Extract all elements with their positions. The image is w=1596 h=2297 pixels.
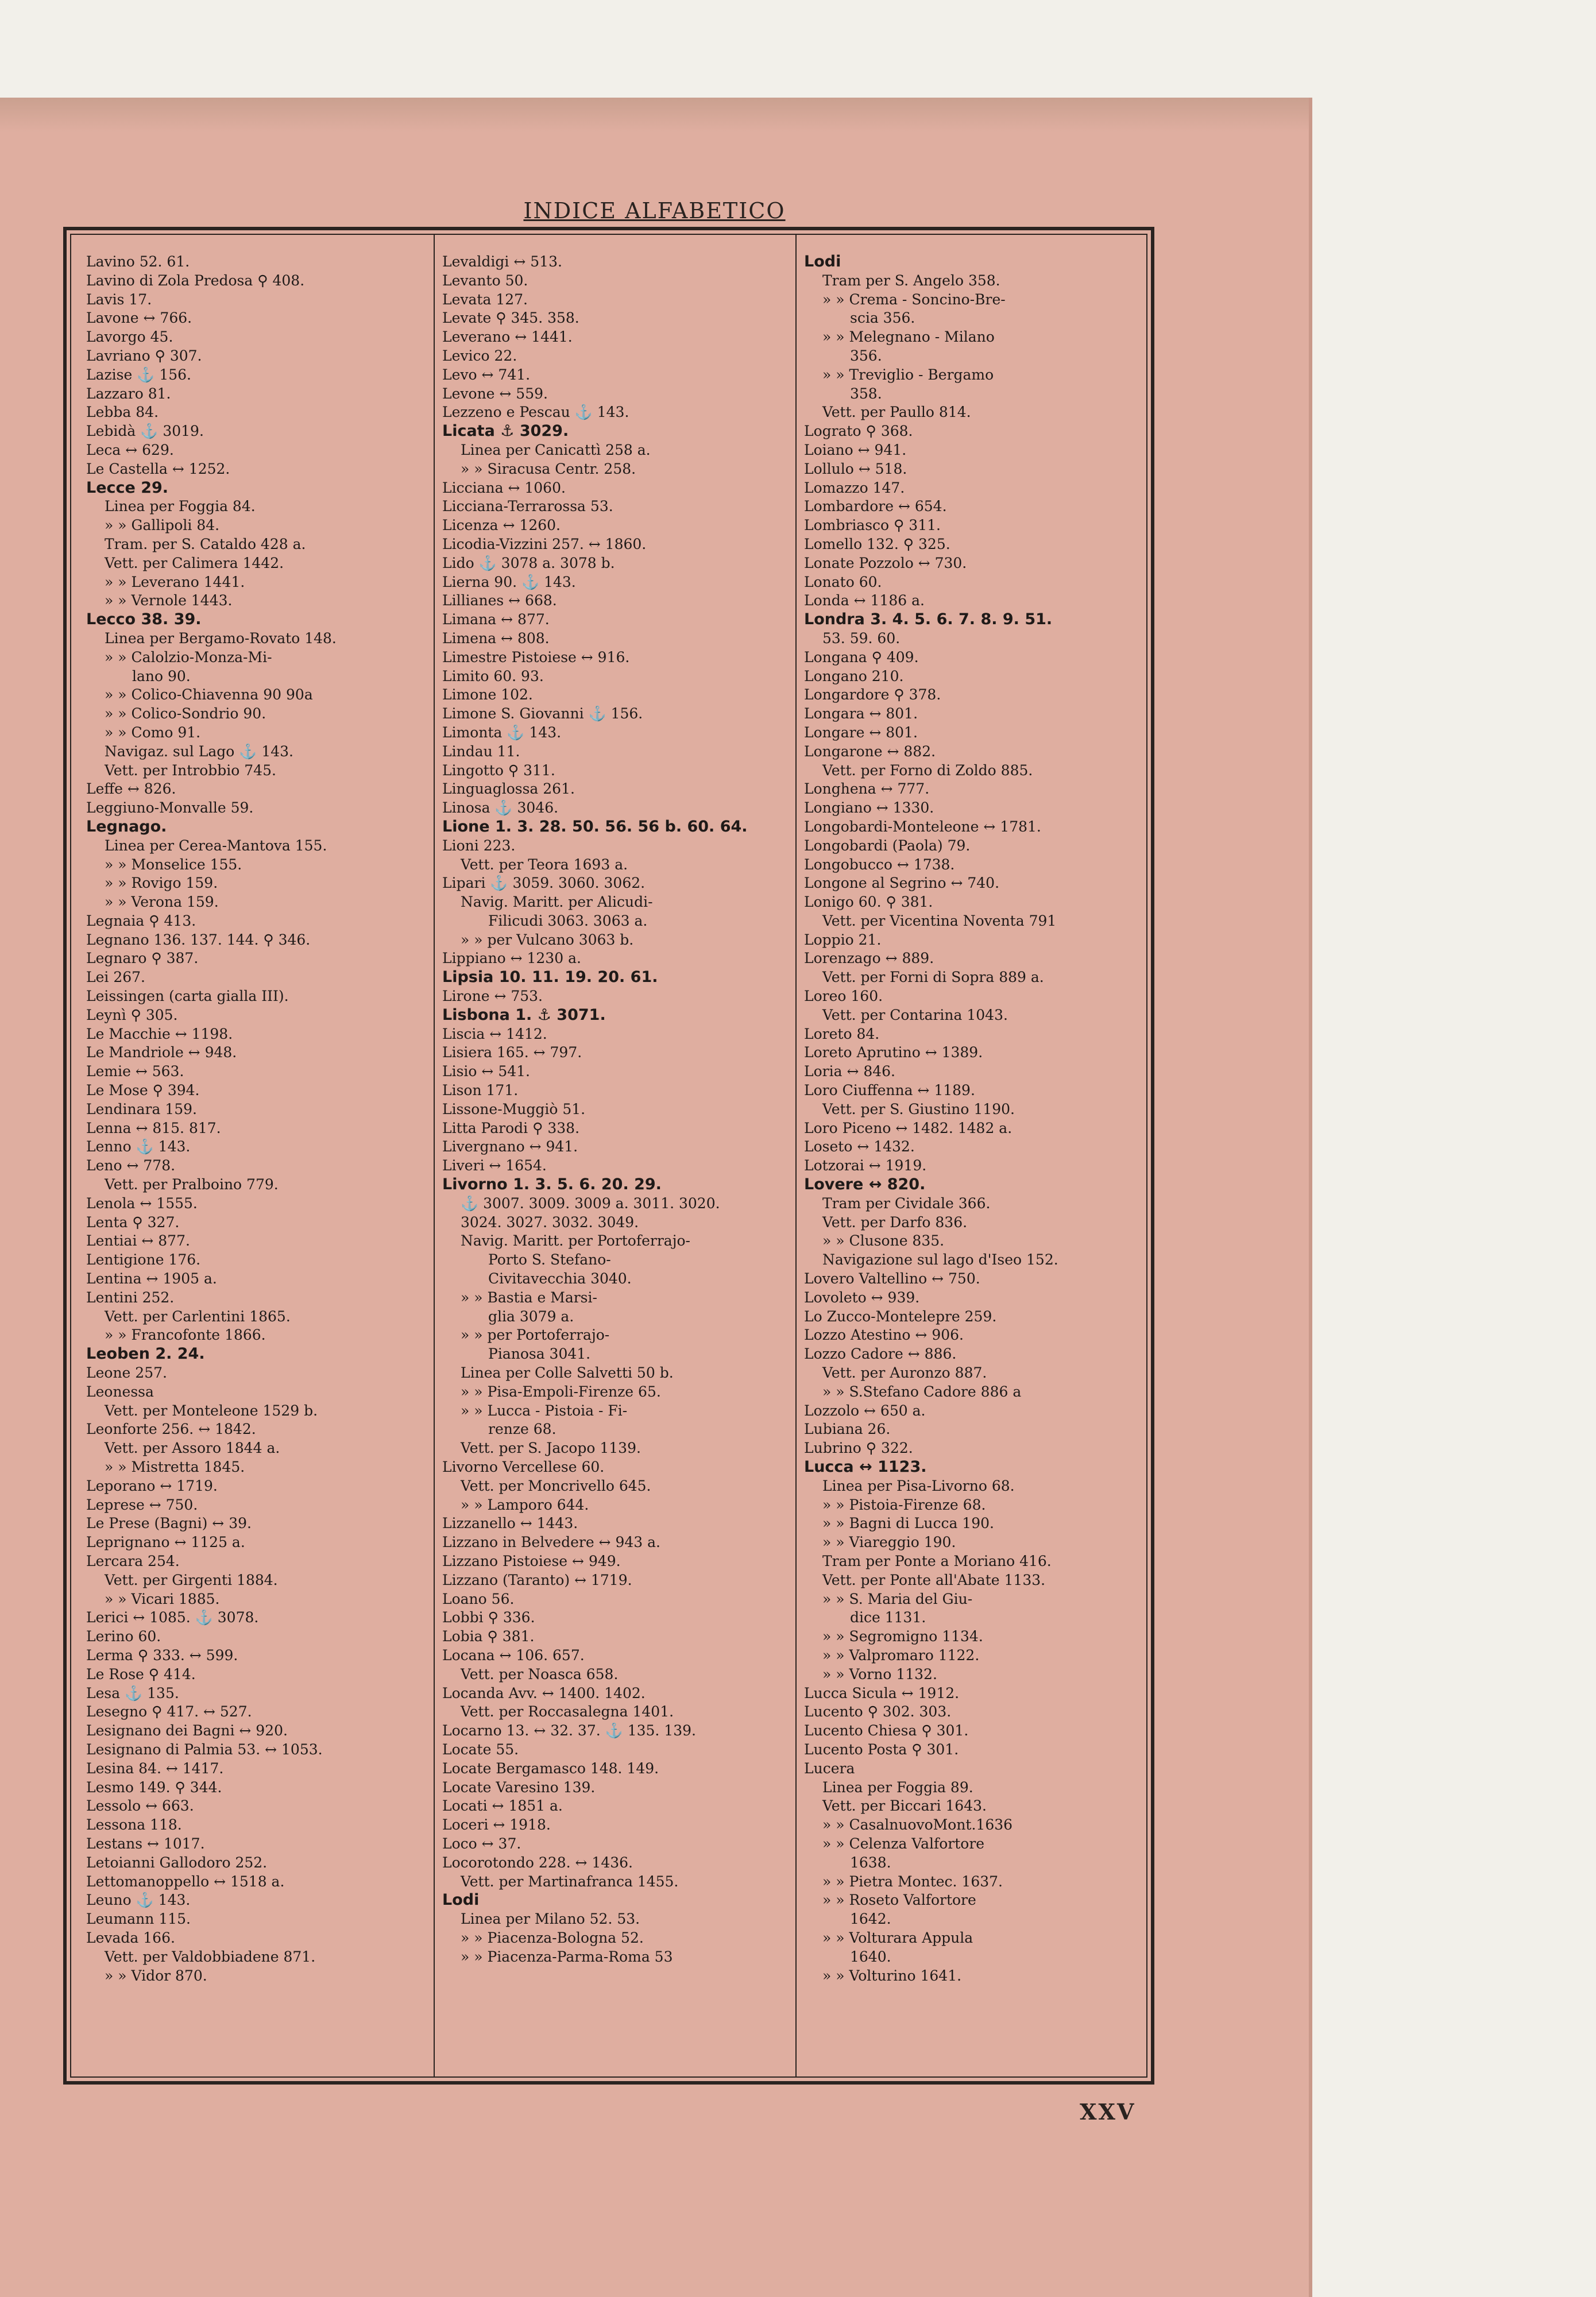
index-entry: » » per Vulcano 3063 b.: [461, 931, 634, 948]
index-entry: » » Segromigno 1134.: [822, 1628, 983, 1645]
index-entry: Le Mose ⚲ 394.: [86, 1082, 200, 1099]
index-entry: Lavino di Zola Predosa ⚲ 408.: [86, 272, 305, 289]
index-entry: Vett. per S. Jacopo 1139.: [461, 1440, 641, 1457]
index-entry: Le Mandriole ↔ 948.: [86, 1044, 237, 1061]
index-heading-entry: Lodi: [442, 1891, 480, 1909]
index-entry: 1642.: [850, 1911, 891, 1928]
index-entry: Leggiuno-Monvalle 59.: [86, 799, 254, 817]
index-entry: Loiano ↔ 941.: [804, 441, 907, 458]
index-entry: » » Siracusa Centr. 258.: [461, 460, 636, 477]
index-entry: Loro Piceno ↔ 1482. 1482 a.: [804, 1119, 1013, 1136]
index-entry: Vett. per Vicentina Noventa 791: [822, 912, 1057, 929]
index-entry: Lollulo ↔ 518.: [804, 460, 907, 477]
index-entry: Lesegno ⚲ 417. ↔ 527.: [86, 1703, 252, 1720]
index-entry: Linea per Foggia 84.: [105, 498, 256, 515]
index-entry: Lettomanoppello ↔ 1518 a.: [86, 1873, 285, 1890]
index-entry: Tram. per S. Cataldo 428 a.: [105, 535, 306, 552]
index-entry: 356.: [850, 347, 882, 364]
index-entry: Licodia-Vizzini 257. ↔ 1860.: [442, 535, 647, 552]
index-heading-entry: Lucca ↔ 1123.: [804, 1458, 927, 1476]
index-entry: Lerici ↔ 1085. ⚓ 3078.: [86, 1609, 259, 1626]
index-entry: Lizzanello ↔ 1443.: [442, 1515, 578, 1532]
index-entry: Lavriano ⚲ 307.: [86, 347, 202, 364]
index-entry: Longardore ⚲ 378.: [804, 686, 941, 703]
index-entry: Lo Zucco-Montelepre 259.: [804, 1308, 997, 1325]
index-heading-entry: Lodi: [804, 253, 841, 270]
index-entry: » » Francofonte 1866.: [105, 1327, 266, 1344]
index-entry: Loria ↔ 846.: [804, 1063, 896, 1080]
index-entry: » » Treviglio - Bergamo: [822, 366, 994, 383]
index-heading-entry: Lecco 38. 39.: [86, 610, 202, 629]
index-entry: Levata 127.: [442, 291, 528, 308]
index-heading-entry: Licata ⚓ 3029.: [442, 422, 569, 440]
index-heading-entry: Lecce 29.: [86, 478, 169, 497]
index-entry: Limana ↔ 877.: [442, 611, 550, 628]
index-entry: Locate Bergamasco 148. 149.: [442, 1760, 659, 1777]
index-entry: Le Macchie ↔ 1198.: [86, 1025, 233, 1042]
index-entry: Limone S. Giovanni ⚓ 156.: [442, 705, 643, 722]
index-entry: 1640.: [850, 1948, 891, 1965]
index-entry: Lonato 60.: [804, 573, 882, 590]
index-entry: Londa ↔ 1186 a.: [804, 592, 925, 609]
index-entry: 3024. 3027. 3032. 3049.: [461, 1213, 639, 1231]
index-entry: » » Volturara Appula: [822, 1929, 973, 1946]
index-entry: Lercara 254.: [86, 1552, 180, 1569]
index-entry: Lucca Sicula ↔ 1912.: [804, 1684, 960, 1702]
index-entry: Vett. per Introbbio 745.: [105, 761, 276, 779]
index-entry: Lavorgo 45.: [86, 328, 173, 346]
index-entry: Liveri ↔ 1654.: [442, 1157, 547, 1174]
index-entry: Lisiera 165. ↔ 797.: [442, 1044, 582, 1061]
index-entry: Linguaglossa 261.: [442, 780, 575, 798]
index-entry: Lei 267.: [86, 969, 146, 986]
index-entry: Lendinara 159.: [86, 1100, 197, 1117]
index-entry: » » Viareggio 190.: [822, 1534, 956, 1551]
page-top-edge: [0, 98, 1309, 132]
index-entry: Vett. per Calimera 1442.: [105, 554, 284, 571]
index-entry: » » Roseto Valfortore: [822, 1892, 976, 1909]
index-entry: Lesignano di Palmia 53. ↔ 1053.: [86, 1741, 323, 1758]
index-entry: Navig. Maritt. per Alicudi-: [461, 894, 653, 911]
index-entry: ⚓ 3007. 3009. 3009 a. 3011. 3020.: [461, 1194, 720, 1212]
index-entry: Levada 166.: [86, 1929, 175, 1946]
index-entry: Longone al Segrino ↔ 740.: [804, 875, 1000, 892]
index-entry: » » Volturino 1641.: [822, 1967, 962, 1984]
index-entry: Loreo 160.: [804, 988, 883, 1005]
index-entry: Leno ↔ 778.: [86, 1157, 176, 1174]
index-entry: Vett. per Ponte all'Abate 1133.: [822, 1571, 1046, 1588]
index-entry: Lerino 60.: [86, 1628, 161, 1645]
index-entry: » » CasalnuovoMont.1636: [822, 1816, 1013, 1834]
index-entry: Lipari ⚓ 3059. 3060. 3062.: [442, 875, 646, 892]
page-number: XXV: [1080, 2099, 1136, 2125]
index-entry: Lorenzago ↔ 889.: [804, 950, 934, 967]
index-entry: Vett. per Noasca 658.: [461, 1665, 619, 1683]
index-entry: Vett. per Carlentini 1865.: [105, 1308, 291, 1325]
index-entry: Vett. per Forno di Zoldo 885.: [822, 761, 1033, 779]
index-entry: Vett. per Contarina 1043.: [822, 1006, 1008, 1023]
index-entry: Lessolo ↔ 663.: [86, 1797, 194, 1815]
index-heading-entry: Lovere ↔ 820.: [804, 1175, 926, 1194]
index-entry: Lillianes ↔ 668.: [442, 592, 557, 609]
index-entry: Lentini 252.: [86, 1289, 175, 1306]
index-entry: Lonigo 60. ⚲ 381.: [804, 894, 933, 911]
index-entry: Locana ↔ 106. 657.: [442, 1646, 585, 1664]
index-entry: Liscia ↔ 1412.: [442, 1025, 547, 1042]
index-entry: » » Lucca - Pistoia - Fi-: [461, 1402, 628, 1419]
index-entry: Lemie ↔ 563.: [86, 1063, 184, 1080]
index-entry: Longarone ↔ 882.: [804, 743, 936, 760]
index-entry: lano 90.: [132, 667, 191, 685]
index-column-1: [86, 253, 431, 2073]
index-entry: Lozzo Cadore ↔ 886.: [804, 1345, 957, 1363]
index-entry: Lotzorai ↔ 1919.: [804, 1157, 927, 1174]
index-entry: Navigaz. sul Lago ⚓ 143.: [105, 743, 293, 760]
index-entry: Lazzaro 81.: [86, 385, 171, 402]
index-entry: Limonta ⚓ 143.: [442, 724, 562, 741]
index-entry: Lisio ↔ 541.: [442, 1063, 530, 1080]
index-entry: » » Colico-Chiavenna 90 90a: [105, 686, 313, 703]
index-entry: Locarno 13. ↔ 32. 37. ⚓ 135. 139.: [442, 1722, 696, 1739]
index-entry: Lison 171.: [442, 1082, 519, 1099]
index-entry: Lesina 84. ↔ 1417.: [86, 1760, 224, 1777]
index-entry: Navigazione sul lago d'Iseo 152.: [822, 1251, 1058, 1269]
index-entry: Loano 56.: [442, 1590, 515, 1607]
index-entry: Leonessa: [86, 1383, 154, 1400]
index-entry: Lomazzo 147.: [804, 479, 905, 496]
index-entry: » » Como 91.: [105, 724, 201, 741]
index-entry: » » Clusone 835.: [822, 1232, 945, 1250]
index-entry: Tram per Ponte a Moriano 416.: [822, 1552, 1052, 1569]
index-entry: » » Vidor 870.: [105, 1967, 207, 1984]
index-entry: 358.: [850, 385, 882, 402]
index-entry: Porto S. Stefano-: [488, 1251, 611, 1269]
index-entry: Lesmo 149. ⚲ 344.: [86, 1778, 222, 1796]
index-entry: Lissone-Muggiò 51.: [442, 1100, 586, 1117]
index-entry: » » per Portoferrajo-: [461, 1327, 610, 1344]
index-entry: Linea per Canicattì 258 a.: [461, 441, 651, 458]
index-entry: Leynì ⚲ 305.: [86, 1006, 178, 1023]
index-entry: Lucento Posta ⚲ 301.: [804, 1741, 959, 1758]
index-entry: renze 68.: [488, 1421, 557, 1438]
index-entry: Vett. per Paullo 814.: [822, 404, 971, 421]
index-entry: » » Crema - Soncino-Bre-: [822, 291, 1006, 308]
index-heading-entry: Lisbona 1. ⚓ 3071.: [442, 1006, 606, 1024]
index-entry: Lomello 132. ⚲ 325.: [804, 535, 950, 552]
index-entry: Longano 210.: [804, 667, 904, 685]
index-entry: Levico 22.: [442, 347, 517, 364]
index-entry: Vett. per Assoro 1844 a.: [105, 1440, 280, 1457]
index-entry: Lentiai ↔ 877.: [86, 1232, 190, 1250]
index-entry: Limena ↔ 808.: [442, 629, 550, 647]
index-entry: Locate Varesino 139.: [442, 1778, 596, 1796]
index-entry: Licenza ↔ 1260.: [442, 517, 561, 534]
index-entry: Longana ⚲ 409.: [804, 648, 919, 666]
index-entry: Lesa ⚓ 135.: [86, 1684, 179, 1702]
index-entry: » » Pietra Montec. 1637.: [822, 1873, 1003, 1890]
index-entry: » » Colico-Sondrio 90.: [105, 705, 266, 722]
index-heading-entry: Londra 3. 4. 5. 6. 7. 8. 9. 51.: [804, 610, 1053, 629]
index-heading-entry: Leoben 2. 24.: [86, 1345, 205, 1363]
index-entry: Legnaia ⚲ 413.: [86, 912, 196, 929]
index-entry: » » Pistoia-Firenze 68.: [822, 1496, 986, 1513]
index-entry: Lizzano Pistoiese ↔ 949.: [442, 1552, 621, 1569]
index-entry: » » Piacenza-Parma-Roma 53: [461, 1948, 673, 1965]
index-entry: Leverano ↔ 1441.: [442, 328, 573, 346]
index-entry: Lograto ⚲ 368.: [804, 423, 913, 440]
index-entry: Vett. per Roccasalegna 1401.: [461, 1703, 674, 1720]
index-entry: Lombardore ↔ 654.: [804, 498, 947, 515]
index-entry: Lavis 17.: [86, 291, 152, 308]
index-entry: » » Bagni di Lucca 190.: [822, 1515, 994, 1532]
index-entry: Filicudi 3063. 3063 a.: [488, 912, 648, 929]
index-entry: Leone 257.: [86, 1364, 167, 1382]
index-entry: dice 1131.: [850, 1609, 926, 1626]
index-entry: Lenta ⚲ 327.: [86, 1213, 180, 1231]
index-entry: Licciana ↔ 1060.: [442, 479, 566, 496]
index-entry: Leissingen (carta gialla III).: [86, 988, 289, 1005]
index-entry: Locanda Avv. ↔ 1400. 1402.: [442, 1684, 646, 1702]
index-entry: » » Celenza Valfortore: [822, 1835, 985, 1852]
index-entry: Vett. per Pralboino 779.: [105, 1176, 279, 1193]
index-entry: Vett. per Biccari 1643.: [822, 1797, 987, 1815]
index-entry: » » S.Stefano Cadore 886 a: [822, 1383, 1022, 1400]
index-entry: Loco ↔ 37.: [442, 1835, 521, 1852]
index-entry: Longhena ↔ 777.: [804, 780, 930, 798]
index-entry: Lobia ⚲ 381.: [442, 1628, 535, 1645]
index-entry: Lavino 52. 61.: [86, 253, 190, 270]
index-entry: 53. 59. 60.: [822, 629, 901, 647]
index-entry: Litta Parodi ⚲ 338.: [442, 1119, 580, 1136]
index-entry: Loppio 21.: [804, 931, 882, 948]
index-entry: Locati ↔ 1851 a.: [442, 1797, 563, 1815]
index-entry: Le Castella ↔ 1252.: [86, 460, 230, 477]
index-entry: Locorotondo 228. ↔ 1436.: [442, 1854, 633, 1871]
index-entry: » » Mistretta 1845.: [105, 1459, 245, 1475]
index-entry: Levanto 50.: [442, 272, 528, 289]
index-entry: Vett. per Moncrivello 645.: [461, 1477, 651, 1494]
index-entry: Lido ⚓ 3078 a. 3078 b.: [442, 554, 615, 571]
index-entry: Lucento Chiesa ⚲ 301.: [804, 1722, 969, 1739]
index-entry: Lizzano (Taranto) ↔ 1719.: [442, 1571, 632, 1588]
index-entry: Lioni 223.: [442, 837, 516, 854]
index-heading-entry: Lione 1. 3. 28. 50. 56. 56 b. 60. 64.: [442, 817, 748, 836]
index-entry: Lenno ⚓ 143.: [86, 1138, 191, 1155]
index-entry: Lizzano in Belvedere ↔ 943 a.: [442, 1534, 660, 1551]
index-entry: Livergnano ↔ 941.: [442, 1138, 578, 1155]
index-entry: Lazise ⚓ 156.: [86, 366, 191, 383]
index-entry: Linea per Milano 52. 53.: [461, 1911, 640, 1928]
index-entry: Lerma ⚲ 333. ↔ 599.: [86, 1646, 238, 1664]
index-entry: Lesignano dei Bagni ↔ 920.: [86, 1722, 288, 1739]
index-entry: Leprese ↔ 750.: [86, 1496, 198, 1513]
index-entry: Lenna ↔ 815. 817.: [86, 1119, 221, 1136]
page-header: INDICE ALFABETICO: [523, 198, 786, 223]
index-entry: Loseto ↔ 1432.: [804, 1138, 915, 1155]
index-entry: » » S. Maria del Giu-: [822, 1590, 973, 1607]
index-entry: Tram per S. Angelo 358.: [822, 272, 1000, 289]
index-entry: Linea per Bergamo-Rovato 148.: [105, 629, 337, 647]
index-entry: Vett. per Valdobbiadene 871.: [105, 1948, 316, 1965]
index-entry: Lebidà ⚓ 3019.: [86, 423, 204, 440]
index-entry: Longobardi (Paola) 79.: [804, 837, 971, 854]
index-entry: Legnaro ⚲ 387.: [86, 950, 199, 967]
index-entry: » » Vorno 1132.: [822, 1665, 937, 1683]
index-entry: Lentina ↔ 1905 a.: [86, 1270, 217, 1287]
index-entry: Leffe ↔ 826.: [86, 780, 176, 798]
index-entry: Lozzo Atestino ↔ 906.: [804, 1327, 964, 1344]
index-entry: Le Rose ⚲ 414.: [86, 1665, 196, 1683]
index-column-2: [442, 253, 787, 2073]
index-entry: Civitavecchia 3040.: [488, 1270, 632, 1287]
index-entry: Vett. per Auronzo 887.: [822, 1364, 987, 1382]
index-entry: Levaldigi ↔ 513.: [442, 253, 562, 270]
index-entry: » » Valpromaro 1122.: [822, 1646, 980, 1664]
index-entry: Navig. Maritt. per Portoferrajo-: [461, 1232, 690, 1250]
index-entry: Lucera: [804, 1760, 855, 1777]
index-entry: Lubiana 26.: [804, 1421, 891, 1438]
index-entry: Locate 55.: [442, 1741, 519, 1758]
index-entry: Leca ↔ 629.: [86, 441, 174, 458]
index-entry: Pianosa 3041.: [488, 1345, 591, 1363]
index-entry: Longara ↔ 801.: [804, 705, 918, 722]
index-entry: Vett. per Girgenti 1884.: [105, 1571, 278, 1588]
index-entry: Vett. per Monteleone 1529 b.: [105, 1402, 318, 1419]
index-entry: Lavone ↔ 766.: [86, 310, 192, 327]
index-entry: Linea per Pisa-Livorno 68.: [822, 1477, 1015, 1494]
index-entry: » » Calolzio-Monza-Mi-: [105, 648, 272, 666]
index-entry: Lezzeno e Pescau ⚓ 143.: [442, 404, 629, 421]
index-entry: Lebba 84.: [86, 404, 159, 421]
index-entry: Lobbi ⚲ 336.: [442, 1609, 535, 1626]
index-entry: Le Prese (Bagni) ↔ 39.: [86, 1515, 252, 1532]
index-entry: Leprignano ↔ 1125 a.: [86, 1534, 245, 1551]
index-entry: Linea per Foggia 89.: [822, 1778, 973, 1796]
index-entry: Limone 102.: [442, 686, 533, 703]
index-entry: Lubrino ⚲ 322.: [804, 1440, 913, 1457]
index-entry: » » Leverano 1441.: [105, 573, 245, 590]
index-entry: Longare ↔ 801.: [804, 724, 918, 741]
index-entry: Limestre Pistoiese ↔ 916.: [442, 648, 630, 666]
index-entry: Loro Ciuffenna ↔ 1189.: [804, 1082, 975, 1099]
index-heading-entry: Lipsia 10. 11. 19. 20. 61.: [442, 968, 658, 987]
index-entry: Linea per Cerea-Mantova 155.: [105, 837, 327, 854]
index-entry: Lippiano ↔ 1230 a.: [442, 950, 581, 967]
index-heading-entry: Legnago.: [86, 817, 167, 836]
index-entry: Lovoleto ↔ 939.: [804, 1289, 920, 1306]
index-entry: Longiano ↔ 1330.: [804, 799, 934, 817]
index-entry: scia 356.: [850, 310, 915, 327]
index-entry: Letoianni Gallodoro 252.: [86, 1854, 268, 1871]
index-entry: » » Melegnano - Milano: [822, 328, 995, 346]
index-entry: Longobucco ↔ 1738.: [804, 856, 955, 873]
index-entry: Levate ⚲ 345. 358.: [442, 310, 579, 327]
index-entry: Levo ↔ 741.: [442, 366, 531, 383]
index-entry: Loreto Aprutino ↔ 1389.: [804, 1044, 983, 1061]
column-rule-2: [795, 234, 797, 2078]
index-entry: Legnano 136. 137. 144. ⚲ 346.: [86, 931, 311, 948]
index-entry: Lonate Pozzolo ↔ 730.: [804, 554, 967, 571]
index-entry: Lozzolo ↔ 650 a.: [804, 1402, 926, 1419]
index-entry: Lenola ↔ 1555.: [86, 1194, 198, 1212]
index-entry: Lindau 11.: [442, 743, 520, 760]
index-entry: Vett. per Forni di Sopra 889 a.: [822, 969, 1044, 986]
index-entry: Limito 60. 93.: [442, 667, 544, 685]
column-rule-1: [434, 234, 435, 2078]
index-entry: Vett. per Darfo 836.: [822, 1213, 968, 1231]
index-entry: Leumann 115.: [86, 1911, 191, 1928]
index-entry: Leporano ↔ 1719.: [86, 1477, 218, 1494]
index-entry: Linea per Colle Salvetti 50 b.: [461, 1364, 674, 1382]
index-entry: Lentigione 176.: [86, 1251, 201, 1269]
index-entry: Licciana-Terrarossa 53.: [442, 498, 613, 515]
index-entry: Lombriasco ⚲ 311.: [804, 517, 941, 534]
index-entry: Lingotto ⚲ 311.: [442, 761, 555, 779]
index-entry: Lestans ↔ 1017.: [86, 1835, 205, 1852]
index-entry: » » Vicari 1885.: [105, 1590, 220, 1607]
index-entry: Linosa ⚓ 3046.: [442, 799, 559, 817]
index-entry: » » Rovigo 159.: [105, 875, 218, 892]
index-entry: » » Bastia e Marsi-: [461, 1289, 597, 1306]
index-entry: Lirone ↔ 753.: [442, 988, 543, 1005]
index-entry: » » Vernole 1443.: [105, 592, 233, 609]
index-entry: Lucento ⚲ 302. 303.: [804, 1703, 952, 1720]
index-column-3: [804, 253, 1143, 2073]
index-entry: Loreto 84.: [804, 1025, 880, 1042]
index-entry: Lovero Valtellino ↔ 750.: [804, 1270, 980, 1287]
index-entry: Loceri ↔ 1918.: [442, 1816, 551, 1834]
index-entry: » » Piacenza-Bologna 52.: [461, 1929, 644, 1946]
index-entry: » » Monselice 155.: [105, 856, 242, 873]
index-entry: Lierna 90. ⚓ 143.: [442, 573, 576, 590]
index-heading-entry: Livorno 1. 3. 5. 6. 20. 29.: [442, 1175, 662, 1194]
index-entry: Tram per Cividale 366.: [822, 1194, 991, 1212]
index-entry: Leuno ⚓ 143.: [86, 1892, 191, 1909]
index-entry: » » Verona 159.: [105, 894, 219, 911]
index-entry: Longobardi-Monteleone ↔ 1781.: [804, 818, 1041, 835]
index-entry: Lessona 118.: [86, 1816, 182, 1834]
index-entry: Vett. per S. Giustino 1190.: [822, 1100, 1015, 1117]
index-entry: 1638.: [850, 1854, 891, 1871]
index-entry: » » Pisa-Empoli-Firenze 65.: [461, 1383, 661, 1400]
index-entry: Livorno Vercellese 60.: [442, 1459, 605, 1475]
index-entry: glia 3079 a.: [488, 1308, 574, 1325]
index-entry: Vett. per Martinafranca 1455.: [461, 1873, 679, 1890]
index-entry: Levone ↔ 559.: [442, 385, 548, 402]
index-entry: » » Lamporo 644.: [461, 1496, 589, 1513]
index-entry: Vett. per Teora 1693 a.: [461, 856, 628, 873]
index-entry: Leonforte 256. ↔ 1842.: [86, 1421, 256, 1438]
index-entry: » » Gallipoli 84.: [105, 517, 220, 534]
